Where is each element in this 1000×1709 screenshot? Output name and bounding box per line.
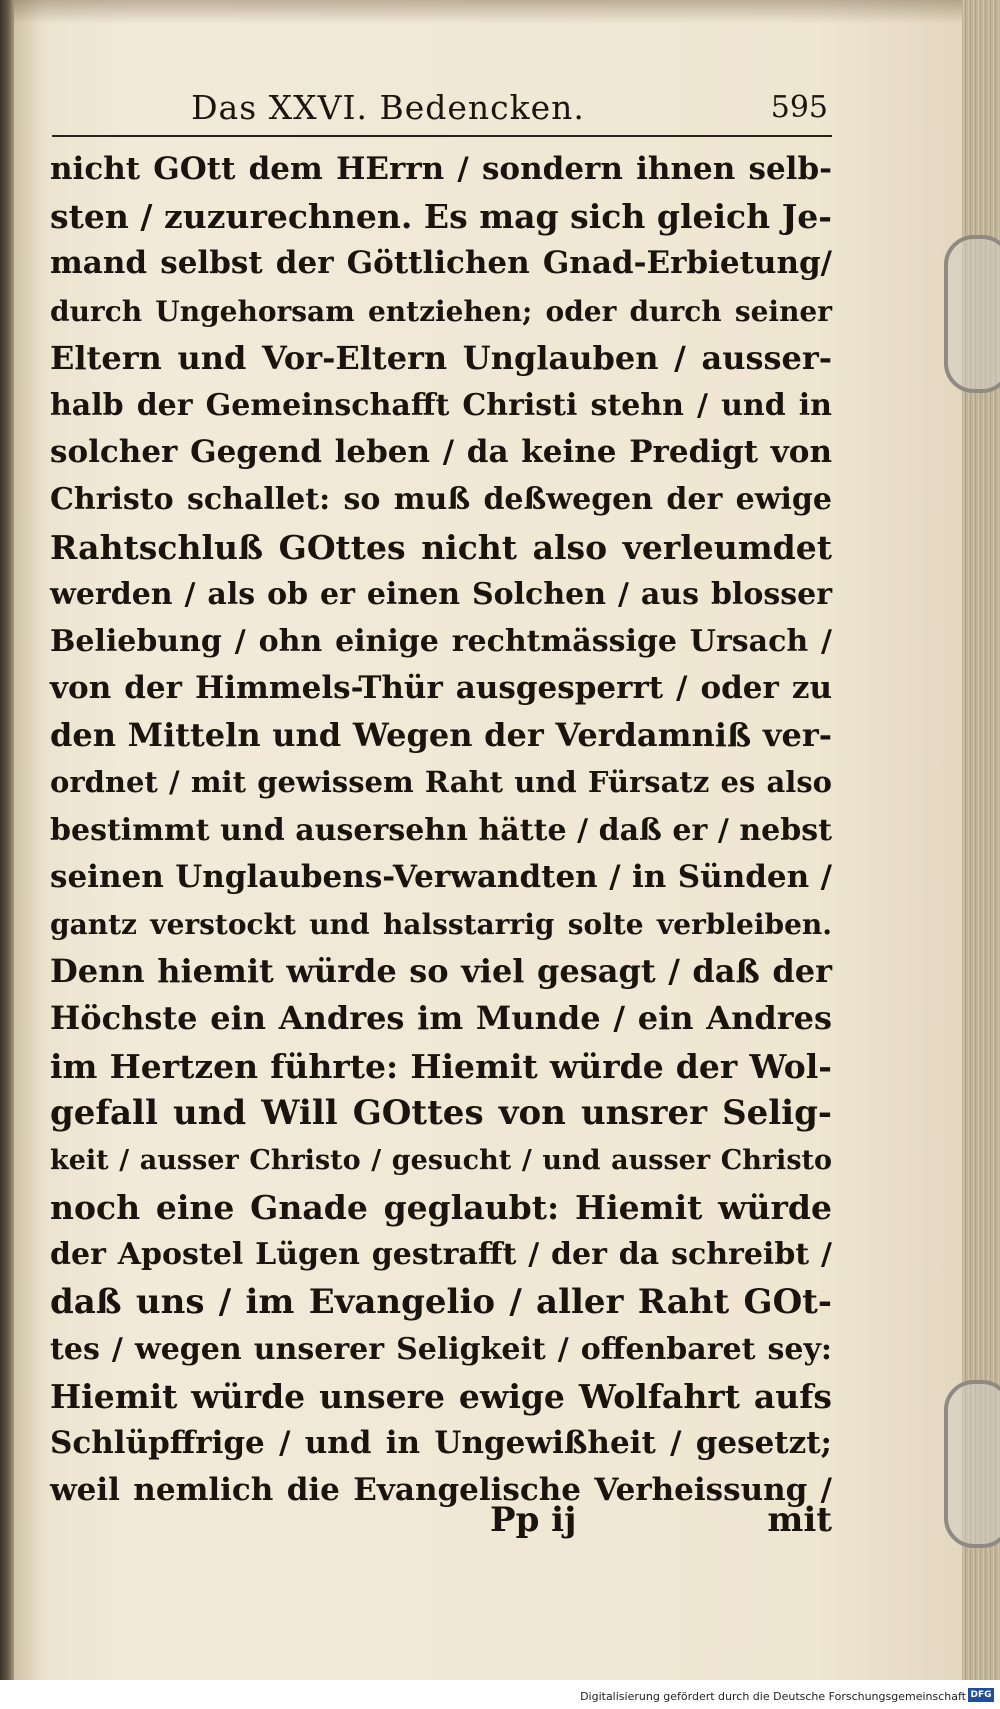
text-line: keit / ausser Christo / gesucht / und ausser Christo bbox=[50, 1144, 832, 1176]
text-line: seinen Unglaubens-Verwandten / in Sünden / bbox=[50, 858, 832, 895]
catchline bbox=[50, 1500, 832, 1548]
digitization-credit: Digitalisierung gefördert durch die Deutsche Forschungsgemeinschaft bbox=[580, 1690, 966, 1703]
text-line: noch eine Gnade geglaubt: Hiemit würde bbox=[50, 1188, 832, 1228]
text-line: Christo schallet: so muß deßwegen der ewige bbox=[50, 482, 832, 518]
catchword: mit bbox=[767, 1500, 832, 1540]
page-shadow bbox=[14, 0, 962, 24]
text-line: Schlüpffrige / und in Ungewißheit / gesetzt; bbox=[50, 1425, 832, 1462]
text-line: Rahtschluß GOttes nicht also verleumdet bbox=[50, 527, 832, 567]
text-line: Beliebung / ohn einige rechtmässige Ursach / bbox=[50, 623, 832, 659]
text-line: sten / zuzurechnen. Es mag sich gleich Je- bbox=[50, 197, 832, 237]
text-line: Denn hiemit würde so viel gesagt / daß der bbox=[50, 952, 832, 991]
text-line: solcher Gegend leben / da keine Predigt von bbox=[50, 434, 832, 471]
text-line: Höchste ein Andres im Munde / ein Andres bbox=[50, 999, 832, 1038]
text-line: daß uns / im Evangelio / aller Raht GOt- bbox=[50, 1281, 832, 1322]
facing-page-edge bbox=[0, 0, 14, 1709]
text-line: bestimmt und ausersehn hätte / daß er / nebst bbox=[50, 812, 832, 848]
text-line: der Apostel Lügen gestrafft / der da schreibt / bbox=[50, 1237, 832, 1273]
text-line: durch Ungehorsam entziehen; oder durch seiner bbox=[50, 294, 832, 328]
text-line: gantz verstockt und halsstarrig solte verbleiben. bbox=[50, 908, 832, 941]
header-rule bbox=[52, 135, 832, 137]
text-line: weil nemlich die Evangelische Verheissung / bbox=[50, 1472, 832, 1509]
running-title: Das XXVI. Bedencken. bbox=[191, 88, 585, 127]
text-line: Eltern und Vor-Eltern Unglauben / ausser- bbox=[50, 338, 832, 377]
text-line: Hiemit würde unsere ewige Wolfahrt aufs bbox=[50, 1376, 832, 1416]
text-line: tes / wegen unserer Seligkeit / offenbaret sey: bbox=[50, 1331, 832, 1367]
text-line: mand selbst der Göttlichen Gnad-Erbietung/ bbox=[50, 245, 832, 282]
signature-mark: Pp ij bbox=[490, 1500, 577, 1540]
running-header bbox=[48, 84, 828, 134]
text-line: halb der Gemeinschafft Christi stehn / und in bbox=[50, 387, 832, 423]
body-text bbox=[50, 146, 832, 1514]
dfg-logo: DFG bbox=[968, 1688, 994, 1702]
text-line: den Mitteln und Wegen der Verdamniß ver- bbox=[50, 716, 832, 755]
page-clip-icon bbox=[944, 1380, 1000, 1548]
text-line: nicht GOtt dem HErrn / sondern ihnen selb- bbox=[50, 151, 832, 187]
text-line: ordnet / mit gewissem Raht und Fürsatz es also bbox=[50, 765, 832, 800]
text-line: gefall und Will GOttes von unsrer Selig- bbox=[50, 1092, 832, 1133]
text-line: werden / als ob er einen Solchen / aus blosser bbox=[50, 576, 832, 612]
page-clip-icon bbox=[944, 235, 1000, 393]
page-number: 595 bbox=[770, 90, 828, 125]
text-line: im Hertzen führte: Hiemit würde der Wol- bbox=[50, 1046, 832, 1086]
text-line: von der Himmels-Thür ausgesperrt / oder zu bbox=[50, 670, 832, 707]
